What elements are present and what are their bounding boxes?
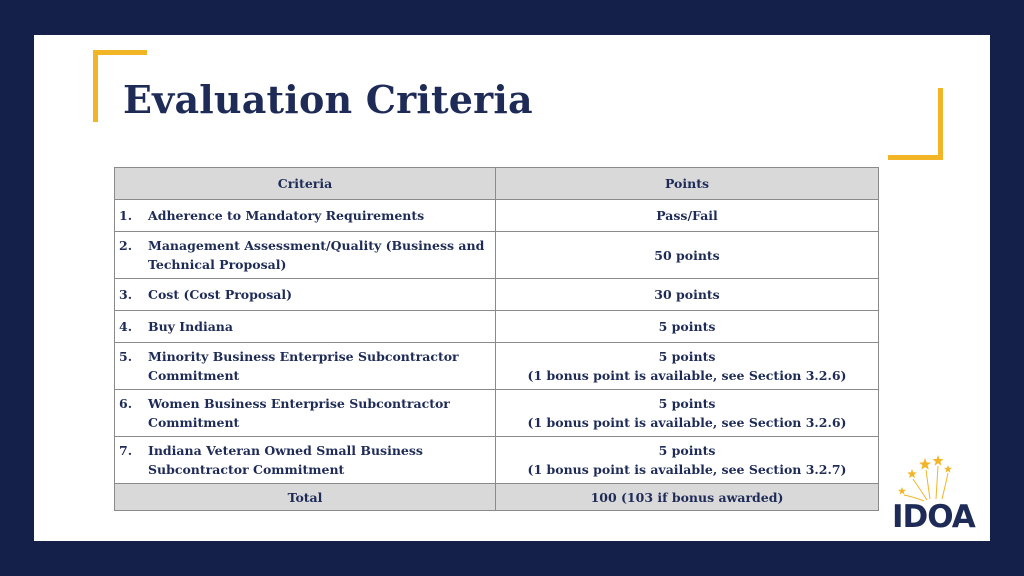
idoa-logo [890, 455, 985, 535]
evaluation-criteria-table [114, 167, 879, 511]
row-points-note: (1 bonus point is available, see Section 3.2.6) [527, 415, 847, 430]
row-points: 5 points [658, 396, 716, 411]
row-criteria: Adherence to Mandatory Requirements [148, 208, 425, 223]
table-row [115, 200, 879, 232]
row-points: 30 points [654, 287, 720, 302]
row-number: 4. [119, 319, 133, 334]
row-criteria: Buy Indiana [148, 319, 233, 334]
total-value: 100 (103 if bonus awarded) [496, 484, 879, 511]
table-row [115, 279, 879, 311]
page-title: Evaluation Criteria [123, 77, 533, 122]
header-criteria: Criteria [115, 168, 496, 200]
row-points: 5 points [658, 319, 716, 334]
header-points: Points [496, 168, 879, 200]
row-criteria: Indiana Veteran Owned Small Business Subcontractor Commitment [148, 443, 423, 477]
row-number: 7. [119, 443, 133, 458]
table-header-row [115, 168, 879, 200]
table-row [115, 232, 879, 279]
total-label: Total [115, 484, 496, 511]
row-points: 50 points [654, 247, 720, 263]
row-points: 5 points [658, 349, 716, 364]
table-row [115, 437, 879, 484]
slide [34, 35, 990, 541]
row-criteria: Management Assessment/Quality (Business and Technical Proposal) [148, 238, 485, 272]
row-number: 5. [119, 349, 133, 364]
table-row [115, 343, 879, 390]
row-number: 3. [119, 287, 133, 302]
row-number: 1. [119, 208, 133, 223]
table-total-row [115, 484, 879, 511]
row-criteria: Minority Business Enterprise Subcontractor Commitment [148, 349, 459, 383]
table-row [115, 311, 879, 343]
table-row [115, 390, 879, 437]
corner-bracket-bottom-right [888, 88, 943, 160]
row-criteria: Women Business Enterprise Subcontractor Commitment [148, 396, 450, 430]
row-points-note: (1 bonus point is available, see Section 3.2.6) [527, 368, 847, 383]
row-number: 2. [119, 238, 133, 253]
row-points: Pass/Fail [656, 208, 718, 223]
row-points: 5 points [658, 443, 716, 458]
row-points-note: (1 bonus point is available, see Section 3.2.7) [527, 462, 847, 477]
logo-text: IDOA [892, 499, 975, 535]
row-number: 6. [119, 396, 133, 411]
row-criteria: Cost (Cost Proposal) [148, 287, 293, 302]
